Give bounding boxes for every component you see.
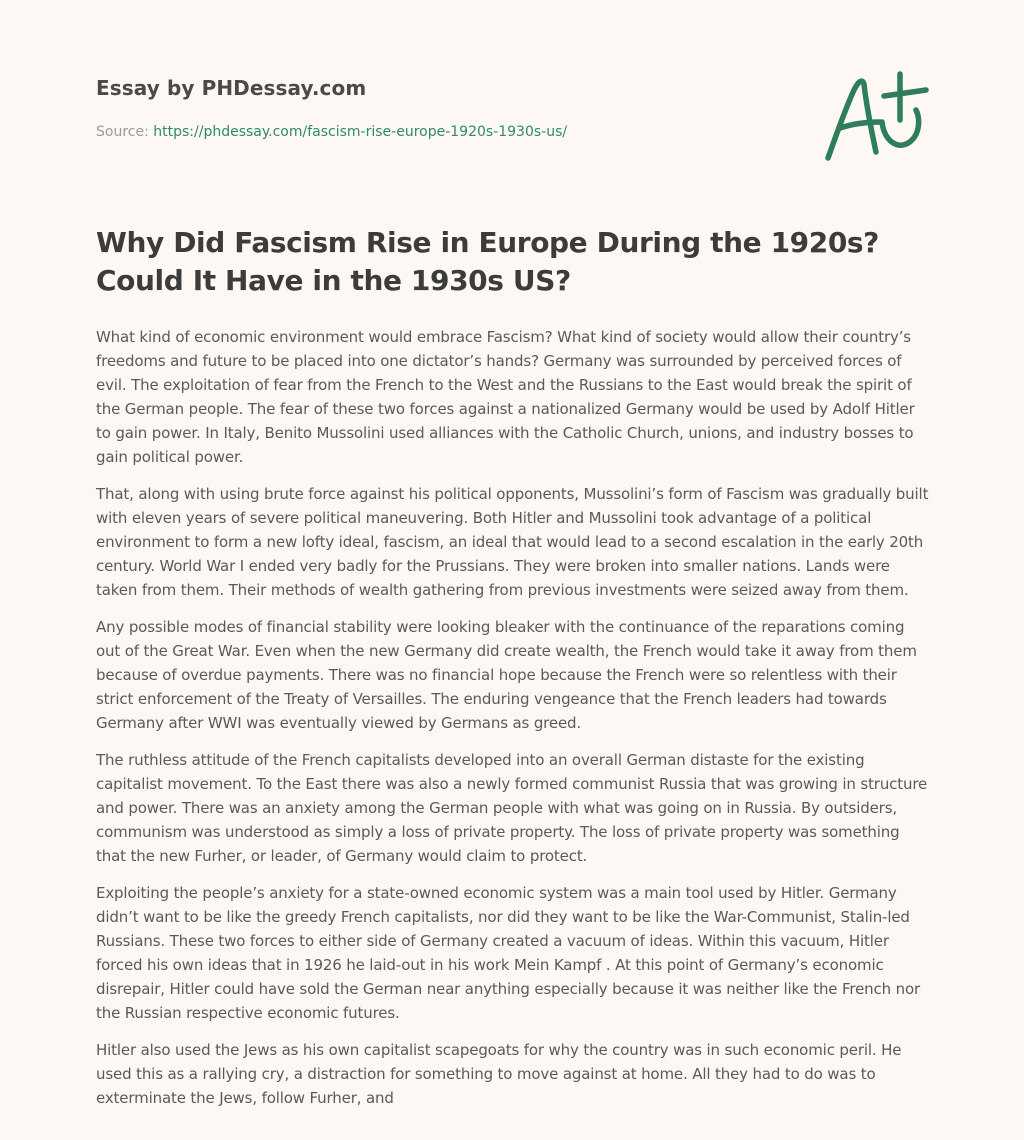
a-plus-logo-svg — [818, 62, 938, 172]
paragraph: Exploiting the people’s anxiety for a state-owned economic system was a main tool used by Hitler. Germany didn’t want to be like the greedy French capitalists, nor did they want to be like the War-Communist, Stalin-led Russians. These two forces to either side of Germany created a vacuum of ideas. Within this vacuum, Hitler forced his own ideas that in 1926 he laid-out in his work Mein Kampf . At this point of Germany’s economic disrepair, Hitler could have sold the German near anything especially because it was neither like the French nor the Russian respective economic futures. — [96, 884, 920, 1022]
paragraph: That, along with using brute force against his political opponents, Mussolini’s form of Fascism was gradually built with eleven years of severe political maneuvering. Both Hitler and Mussolini took advantage of a political environment to form a new lofty ideal, fascism, an ideal that would lead to a second escalation in the early 20th century. World War I ended very badly for the Prussians. They were broken into smaller nations. Lands were taken from them. Their methods of wealth gathering from previous investments were seized away from them. — [96, 485, 929, 599]
source-label: Source: — [96, 124, 154, 140]
site-brand: Essay by PHDessay.com — [96, 76, 367, 100]
paragraph: The ruthless attitude of the French capitalists developed into an overall German distaste for the existing capitalist movement. To the East there was also a newly formed communist Russia that was growing in structure and power. There was an anxiety among the German people with what was going on in Russia. By outsiders, communism was understood as simply a loss of private property. The loss of private property was something that the new Furher, or leader, of Germany would claim to protect. — [96, 751, 928, 865]
a-plus-logo-icon — [818, 62, 938, 172]
source-line — [96, 124, 567, 140]
essay-body — [96, 325, 932, 1123]
site-header — [96, 76, 366, 100]
paragraph: What kind of economic environment would embrace Fascism? What kind of society would allow their country’s freedoms and future to be placed into one dictator’s hands? Germany was surrounded by perceived forces of evil. The exploitation of fear from the French to the West and the Russians to the East would break the spirit of the German people. The fear of these two forces against a nationalized Germany would be used by Adolf Hitler to gain power. In Italy, Benito Mussolini used alliances with the Catholic Church, unions, and industry bosses to gain political power. — [96, 328, 915, 466]
paragraph: Hitler also used the Jews as his own capitalist scapegoats for why the country was in such economic peril. He used this as a rallying cry, a distraction for something to move against at home. All they had to do was to exterminate the Jews, follow Furher, and — [96, 1041, 902, 1107]
essay-title: Why Did Fascism Rise in Europe During the 1920s? Could It Have in the 1930s US? — [96, 226, 880, 297]
logo-a-stroke — [828, 81, 876, 158]
logo-a-crossbar — [840, 122, 880, 128]
source-link[interactable]: https://phdessay.com/fascism-rise-europe-1920s-1930s-us/ — [153, 124, 568, 140]
paragraph: Any possible modes of financial stability were looking bleaker with the continuance of the reparations coming out of the Great War. Even when the new Germany did create wealth, the French would take it away from them because of overdue payments. There was no financial hope because the French were so relentless with their strict enforcement of the Treaty of Versailles. The enduring vengeance that the French leaders had towards Germany after WWI was eventually viewed by Germans as greed. — [96, 618, 917, 732]
logo-plus-horizontal — [884, 90, 926, 96]
